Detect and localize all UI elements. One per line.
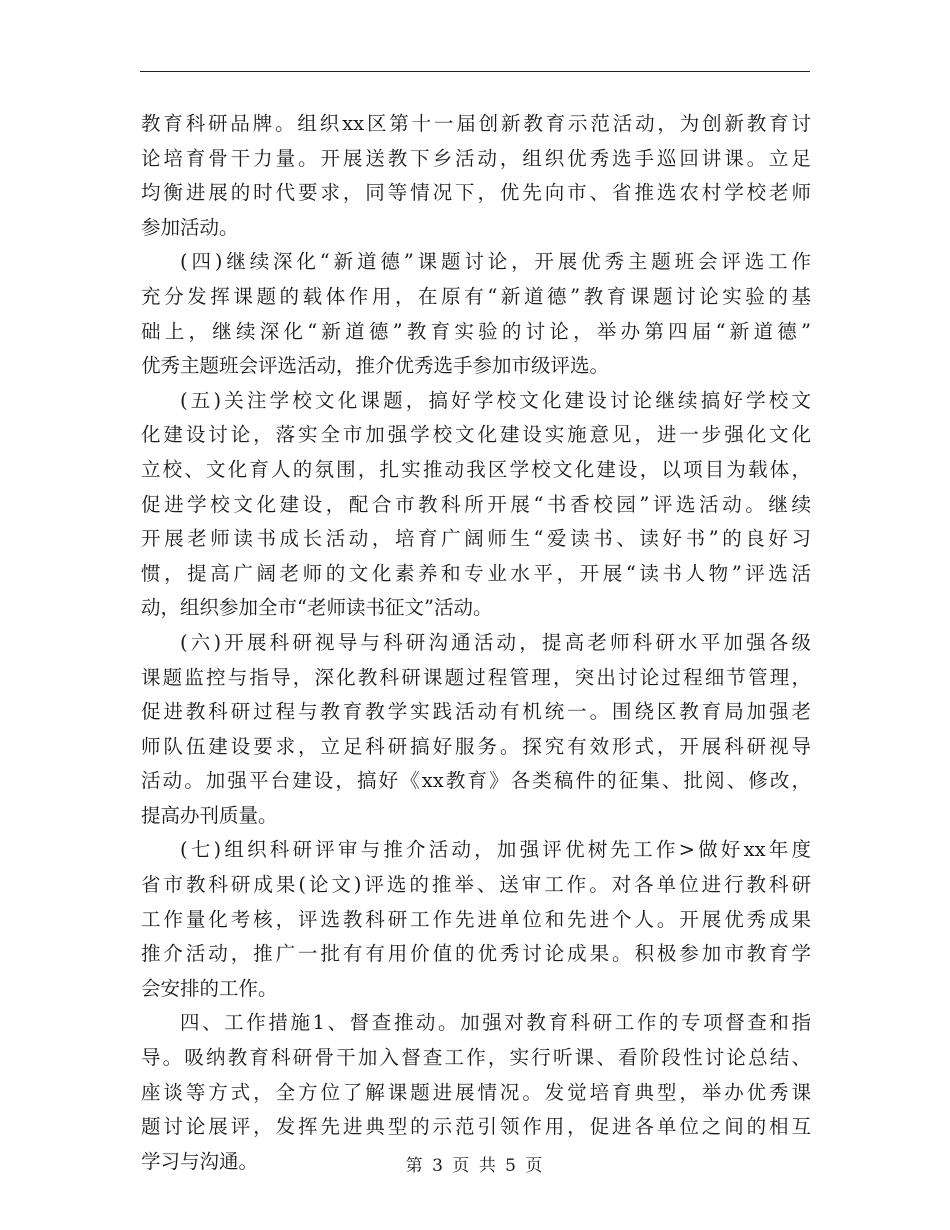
- text-line: 论培育骨干力量。开展送教下乡活动，组织优秀选手巡回讲课。立足: [141, 146, 811, 170]
- text-line: 立校、文化育人的氛围，扎实推动我区学校文化建设，以项目为载体，: [141, 457, 811, 481]
- text-line: 四、工作措施1、督查推动。加强对教育科研工作的专项督查和指: [180, 1011, 811, 1035]
- text-line: 师队伍建设要求，立足科研搞好服务。探究有效形式，开展科研视导: [141, 734, 811, 758]
- text-line: 促进学校文化建设，配合市教科所开展“书香校园”评选活动。继续: [141, 492, 811, 516]
- text-line: 均衡进展的时代要求，同等情况下，优先向市、省推选农村学校老师: [141, 181, 811, 205]
- text-line: 推介活动，推广一批有有用价值的优秀讨论成果。积极参加市教育学: [141, 942, 811, 966]
- page-number: 第 3 页 共 5 页: [405, 1156, 545, 1176]
- text-line: 充分发挥课题的载体作用，在原有“新道德”教育课题讨论实验的基: [141, 284, 811, 308]
- text-line: 省市教科研成果(论文)评选的推举、送审工作。对各单位进行教科研: [141, 873, 811, 897]
- header-rule: [140, 71, 810, 72]
- text-line: (五)关注学校文化课题，搞好学校文化建设讨论继续搞好学校文: [180, 388, 811, 412]
- text-line: 课题监控与指导，深化教科研课题过程管理，突出讨论过程细节管理，: [141, 665, 811, 689]
- text-line: 座谈等方式，全方位了解课题进展情况。发觉培育典型，举办优秀课: [141, 1080, 811, 1104]
- text-line: (七)组织科研评审与推介活动，加强评优树先工作>做好xx年度: [180, 838, 811, 862]
- text-line: (四)继续深化“新道德”课题讨论，开展优秀主题班会评选工作: [180, 250, 811, 274]
- text-line: 优秀主题班会评选活动，推介优秀选手参加市级评选。: [141, 354, 610, 378]
- text-line: 学习与沟通。: [141, 1149, 259, 1173]
- text-line: 会安排的工作。: [141, 976, 278, 1000]
- text-line: 工作量化考核，评选教科研工作先进单位和先进个人。开展优秀成果: [141, 907, 811, 931]
- text-line: 活动。加强平台建设，搞好《xx教育》各类稿件的征集、批阅、修改，: [141, 769, 811, 793]
- text-line: 参加活动。: [141, 215, 239, 239]
- text-line: 题讨论展评，发挥先进典型的示范引领作用，促进各单位之间的相互: [141, 1115, 811, 1139]
- text-line: 础上，继续深化“新道德”教育实验的讨论，举办第四届“新道德”: [141, 319, 811, 343]
- text-line: 教育科研品牌。组织xx区第十一届创新教育示范活动，为创新教育讨: [141, 112, 811, 135]
- text-line: 促进教科研过程与教育教学实践活动有机统一。围绕区教育局加强老: [141, 700, 811, 724]
- text-line: 化建设讨论，落实全市加强学校文化建设实施意见，进一步强化文化: [141, 423, 811, 447]
- text-line: 导。吸纳教育科研骨干加入督查工作，实行听课、看阶段性讨论总结、: [141, 1046, 811, 1070]
- text-line: 提高办刊质量。: [141, 803, 278, 827]
- text-line: 动，组织参加全市“老师读书征文”活动。: [141, 596, 493, 620]
- text-line: 惯，提高广阔老师的文化素养和专业水平，开展“读书人物”评选活: [141, 561, 811, 585]
- text-line: (六)开展科研视导与科研沟通活动，提高老师科研水平加强各级: [180, 630, 811, 654]
- document-body: [141, 107, 811, 1179]
- text-line: 开展老师读书成长活动，培育广阔师生“爱读书、读好书”的良好习: [141, 527, 811, 551]
